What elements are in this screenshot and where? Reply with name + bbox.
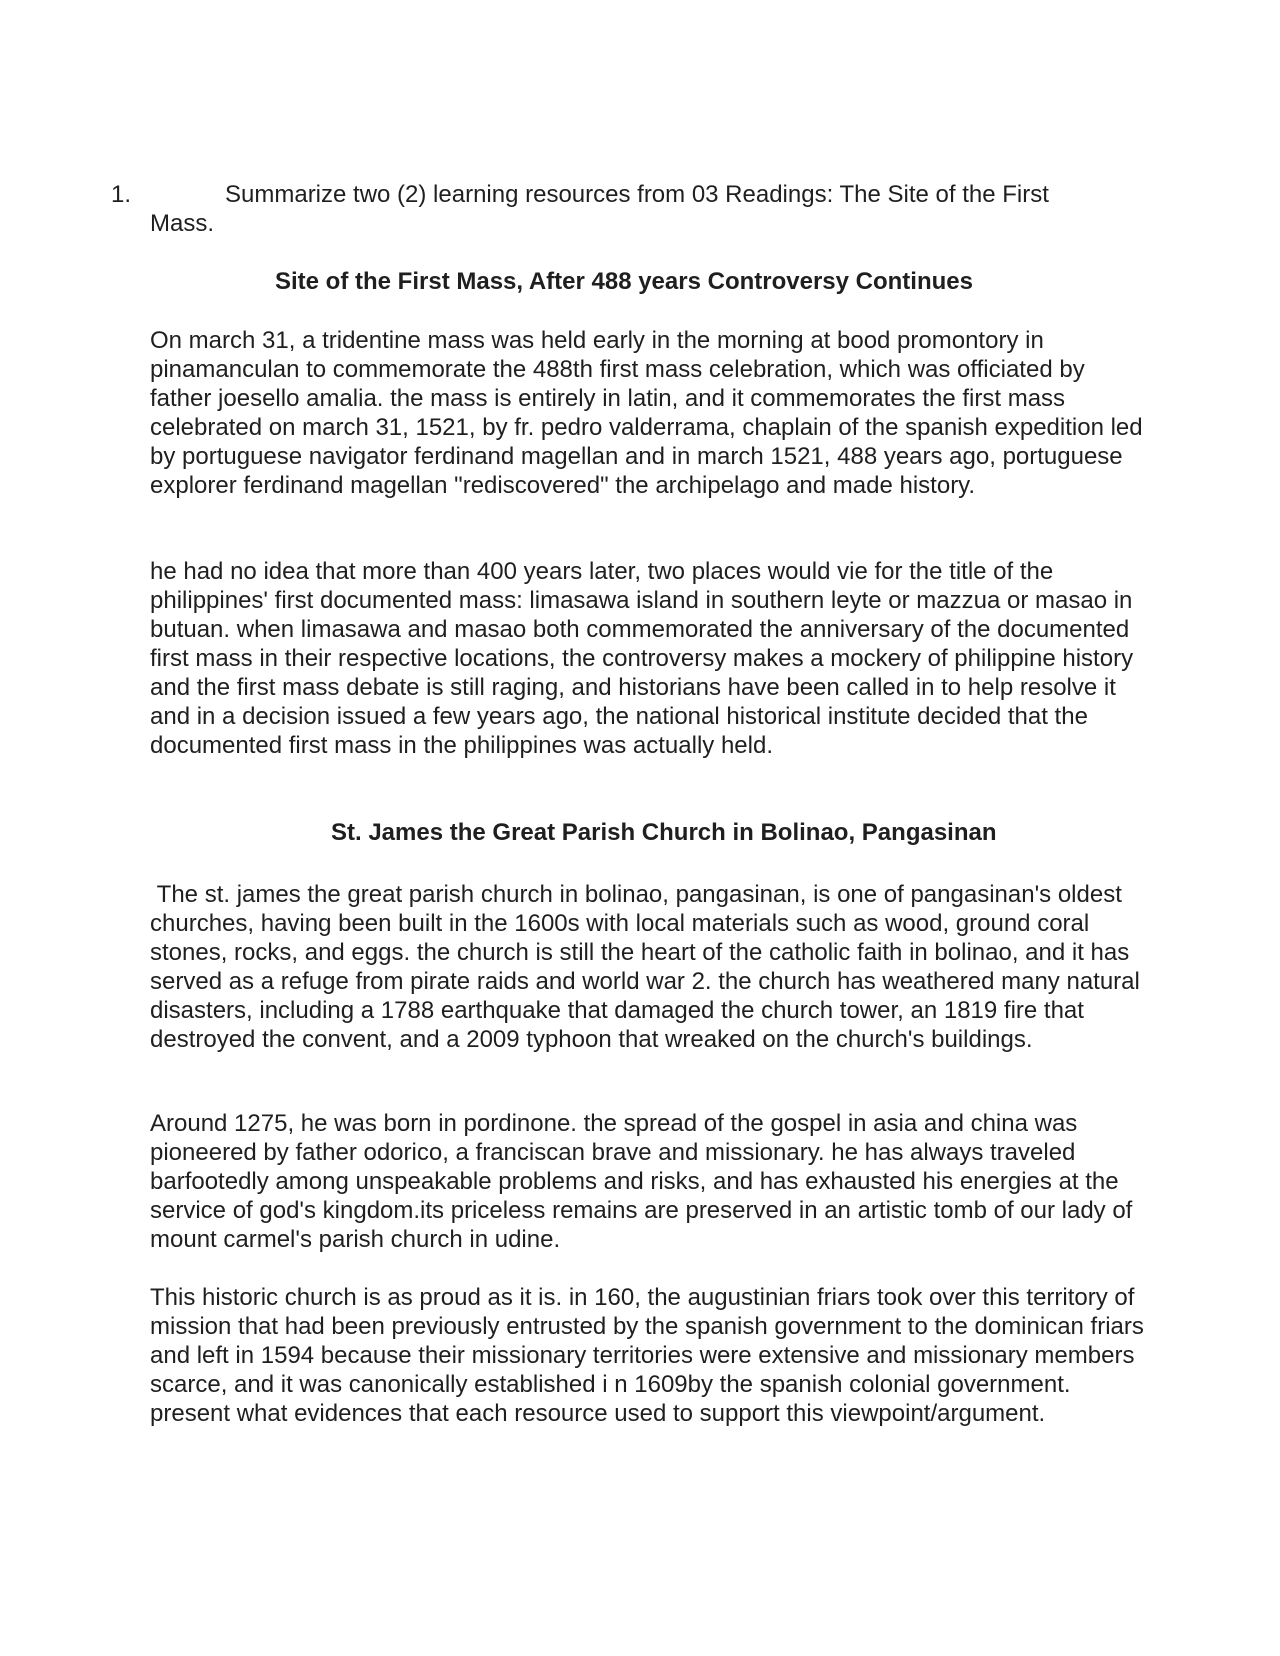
question-text: Summarize two (2) learning resources from 03 Readings: The Site of the First Mass. <box>150 181 1049 237</box>
question-number: 1. <box>111 181 132 208</box>
question-item <box>111 180 1111 238</box>
resource-1-paragraph-1: On march 31, a tridentine mass was held early in the morning at bood promontory in pinamanculan to commemorate the 488th first mass celebration, which was officiated by father joesello amalia. the mass is entirely in latin, and it commemorates the first mass celebrated on march 31, 1521, by fr. pedro valderrama, chaplain of the spanish expedition led by portuguese navigator ferdinand magellan and in march 1521, 488 years ago, portuguese explorer ferdinand magellan "rediscovered" the archipelago and made history. <box>150 327 1143 499</box>
resource-1-title: Site of the First Mass, After 488 years Controversy Continues <box>275 268 973 295</box>
resource-2-title: St. James the Great Parish Church in Bolinao, Pangasinan <box>331 819 997 846</box>
resource-1-paragraph-2: he had no idea that more than 400 years later, two places would vie for the title of the philippines' first documented mass: limasawa island in southern leyte or mazzua or masao in butuan. when limasawa and masao both commemorated the anniversary of the documented first mass in their respective locations, the controversy makes a mockery of philippine history and the first mass debate is still raging, and historians have been called in to help resolve it and in a decision issued a few years ago, the national historical institute decided that the documented first mass in the philippines was actually held. <box>150 558 1134 759</box>
resource-2-paragraph-3: This historic church is as proud as it is. in 160, the augustinian friars took over this territory of mission that had been previously entrusted by the spanish government to the dominican friars and left in 1594 because their missionary territories were extensive and missionary members scarce, and it was canonically established i n 1609by the spanish colonial government. present what evidences that each resource used to support this viewpoint/argument. <box>150 1284 1144 1427</box>
resource-2-paragraph-1: The st. james the great parish church in bolinao, pangasinan, is one of pangasinan's oldest churches, having been built in the 1600s with local materials such as wood, ground coral stones, rocks, and eggs. the church is still the heart of the catholic faith in bolinao, and it has served as a refuge from pirate raids and world war 2. the church has weathered many natural disasters, including a 1788 earthquake that damaged the church tower, an 1819 fire that destroyed the convent, and a 2009 typhoon that wreaked on the church's buildings. <box>150 881 1147 1053</box>
resource-2-paragraph-2: Around 1275, he was born in pordinone. the spread of the gospel in asia and china was pioneered by father odorico, a franciscan brave and missionary. he has always traveled barfootedly among unspeakable problems and risks, and has exhausted his energies at the service of god's kingdom.its priceless remains are preserved in an artistic tomb of our lady of mount carmel's parish church in udine. <box>150 1110 1133 1253</box>
